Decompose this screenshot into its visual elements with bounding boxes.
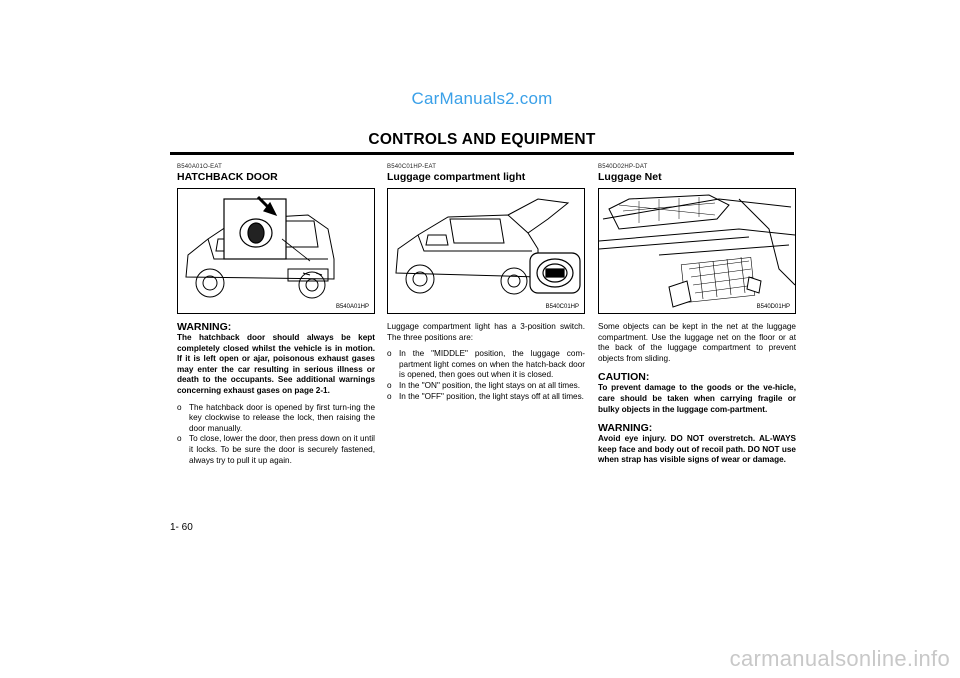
header-rule bbox=[170, 152, 794, 155]
section-title: HATCHBACK DOOR bbox=[177, 171, 278, 183]
column-hatchback-door bbox=[177, 164, 375, 466]
watermark-top: CarManuals2.com bbox=[411, 89, 553, 108]
section-title: Luggage compartment light bbox=[387, 171, 526, 183]
list-item: o To close, lower the door, then press down on it until it locks. To be sure the door is securely fastened, always try to pull it up again. bbox=[177, 434, 375, 465]
body-text: Some objects can be kept in the net at the luggage compartment. Use the luggage net on the floor or at the back of the luggage compartment to prevent objects from sliding. bbox=[598, 322, 796, 363]
watermark-bottom: carmanualsonline.info bbox=[729, 646, 950, 671]
warning-text: Avoid eye injury. DO NOT overstretch. AL-WAYS keep face and body out of recoil path. DO NOT use when strap has visible signs of wear or damage. bbox=[598, 434, 796, 465]
figure-luggage-light bbox=[387, 188, 585, 314]
warning-heading: WARNING: bbox=[598, 422, 653, 435]
bullet-list bbox=[177, 403, 375, 467]
car-open-hatch-illustration bbox=[388, 189, 584, 313]
section-title: Luggage Net bbox=[598, 171, 662, 183]
list-item: o In the "ON" position, the light stays on at all times. bbox=[387, 380, 581, 390]
luggage-net-illustration bbox=[599, 189, 795, 313]
figure-label: B540A01HP bbox=[335, 304, 369, 310]
column-luggage-net bbox=[598, 164, 796, 466]
figure-label: B540D01HP bbox=[756, 304, 790, 310]
caution-text: To prevent damage to the goods or the ve-hicle, care should be taken when carrying fragile or bulky objects in the luggage com-partment. bbox=[598, 383, 796, 414]
list-item: o In the "OFF" position, the light stays off at all times. bbox=[387, 391, 584, 401]
intro-text: Luggage compartment light has a 3-position switch. The three positions are: bbox=[387, 322, 585, 342]
figure-label: B540C01HP bbox=[545, 304, 579, 310]
section-code: B540A01O-EAT bbox=[177, 164, 222, 170]
section-code: B540C01HP-EAT bbox=[387, 164, 437, 170]
bullet-list bbox=[387, 349, 585, 402]
car-rear-illustration bbox=[178, 189, 374, 313]
page-title: CONTROLS AND EQUIPMENT bbox=[368, 131, 596, 148]
warning-text: The hatchback door should always be kept completely closed whilst the vehicle is in motion. If it is left open or ajar, poisonous exhaust gases may enter the car resulting in serious illness or death to the occupants. See additional warnings concerning exhaust gases on page 2-1. bbox=[177, 333, 375, 395]
figure-hatchback-door bbox=[177, 188, 375, 314]
section-code: B540D02HP-DAT bbox=[598, 164, 648, 170]
list-item: o In the "MIDDLE" position, the luggage com-partment light comes on when the hatch-back door is opened, then goes out when it is closed. bbox=[387, 349, 585, 380]
caution-heading: CAUTION: bbox=[598, 371, 650, 384]
list-item: o The hatchback door is opened by first turn-ing the key clockwise to release the lock, then raising the door manually. bbox=[177, 402, 375, 433]
column-luggage-light bbox=[387, 164, 585, 402]
page-number: 1- 60 bbox=[170, 522, 193, 533]
warning-heading: WARNING: bbox=[177, 321, 232, 333]
figure-luggage-net bbox=[598, 188, 796, 314]
